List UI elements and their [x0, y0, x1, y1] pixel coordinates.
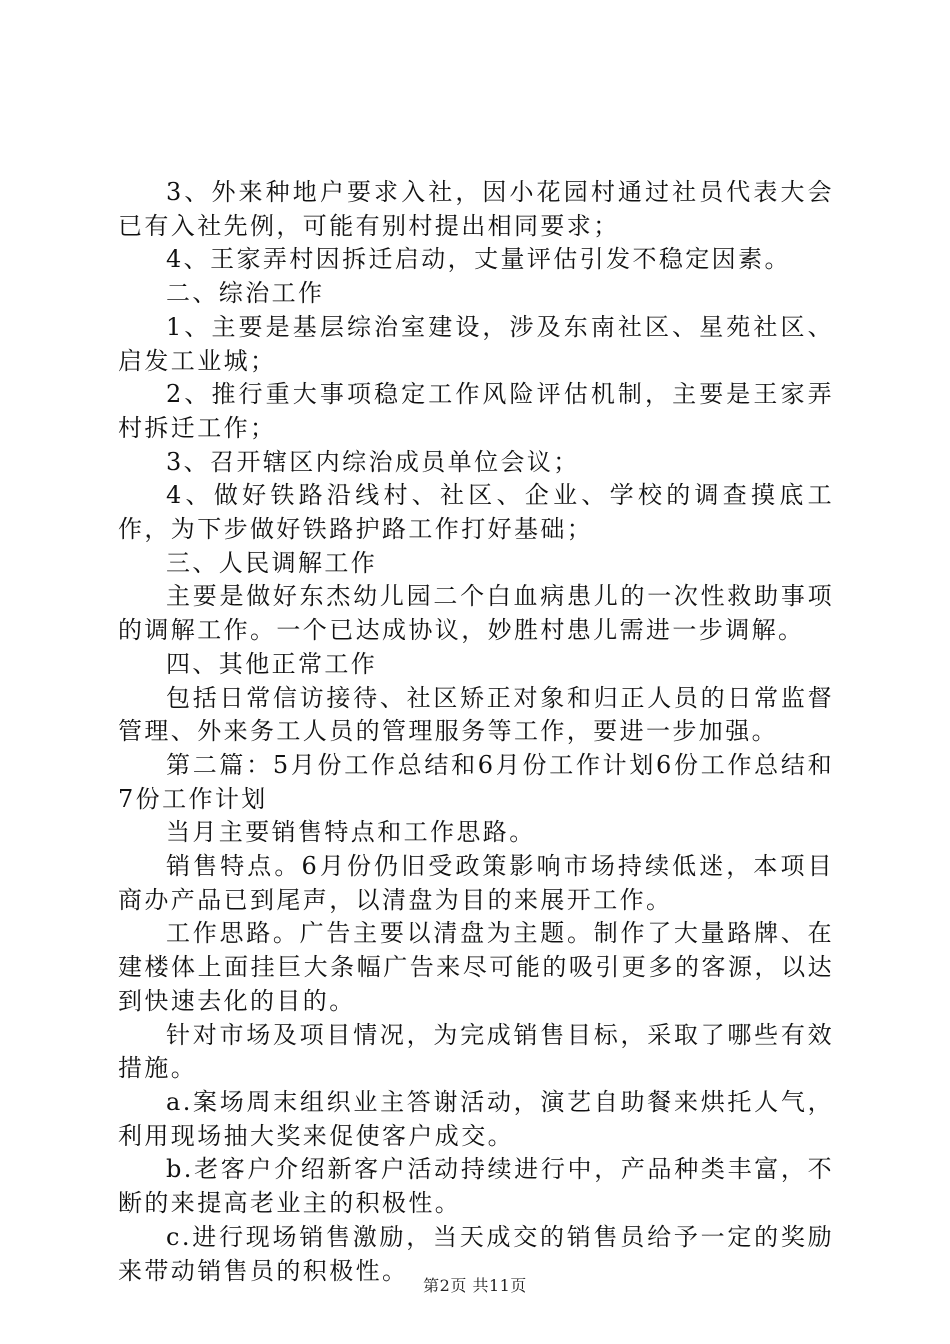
section-heading-tiaojie: 三、人民调解工作	[166, 548, 378, 577]
paragraph-8: 包括日常信访接待、社区矫正对象和归正人员的日常监督管理、外来务工人员的管理服务等工作，要进一步加强。	[118, 683, 834, 746]
document-body	[118, 176, 834, 1288]
section-heading-qita: 四、其他正常工作	[166, 649, 378, 678]
paragraph-15: c.进行现场销售激励，当天成交的销售员给予一定的奖励来带动销售员的积极性。	[118, 1222, 834, 1285]
paragraph-7: 主要是做好东杰幼儿园二个白血病患儿的一次性救助事项的调解工作。一个已达成协议，妙胜村患儿需进一步调解。	[118, 582, 834, 645]
paragraph-11: 工作思路。广告主要以清盘为主题。制作了大量路牌、在建楼体上面挂巨大条幅广告来尽可能的吸引更多的客源，以达到快速去化的目的。	[118, 919, 834, 1015]
paragraph-9: 当月主要销售特点和工作思路。	[166, 818, 536, 847]
paragraph-3: 1、主要是基层综治室建设，涉及东南社区、星苑社区、启发工业城；	[118, 312, 834, 375]
section-heading-zongzhi: 二、综治工作	[166, 279, 325, 308]
paragraph-6: 4、做好铁路沿线村、社区、企业、学校的调查摸底工作，为下步做好铁路护路工作打好基础；	[118, 481, 834, 544]
paragraph-13: a.案场周末组织业主答谢活动，演艺自助餐来烘托人气，利用现场抽大奖来促使客户成交。	[118, 1087, 834, 1150]
page-number-footer: 第2页 共11页	[423, 1276, 527, 1295]
paragraph-14: b.老客户介绍新客户活动持续进行中，产品种类丰富，不断的来提高老业主的积极性。	[118, 1155, 834, 1218]
paragraph-10: 销售特点。6月份仍旧受政策影响市场持续低迷，本项目商办产品已到尾声，以清盘为目的来展开工作。	[118, 852, 834, 914]
section-heading-second-article: 第二篇：5月份工作总结和6月份工作计划6份工作总结和7份工作计划	[118, 750, 834, 813]
paragraph-2: 4、王家弄村因拆迁启动，丈量评估引发不稳定因素。	[166, 245, 791, 274]
paragraph-1: 3、外来种地户要求入社，因小花园村通过社员代表大会已有入社先例，可能有别村提出相同要求；	[118, 178, 834, 240]
paragraph-12: 针对市场及项目情况，为完成销售目标，采取了哪些有效措施。	[118, 1020, 834, 1083]
paragraph-4: 2、推行重大事项稳定工作风险评估机制，主要是王家弄村拆迁工作；	[118, 380, 834, 442]
paragraph-5: 3、召开辖区内综治成员单位会议；	[166, 447, 580, 476]
